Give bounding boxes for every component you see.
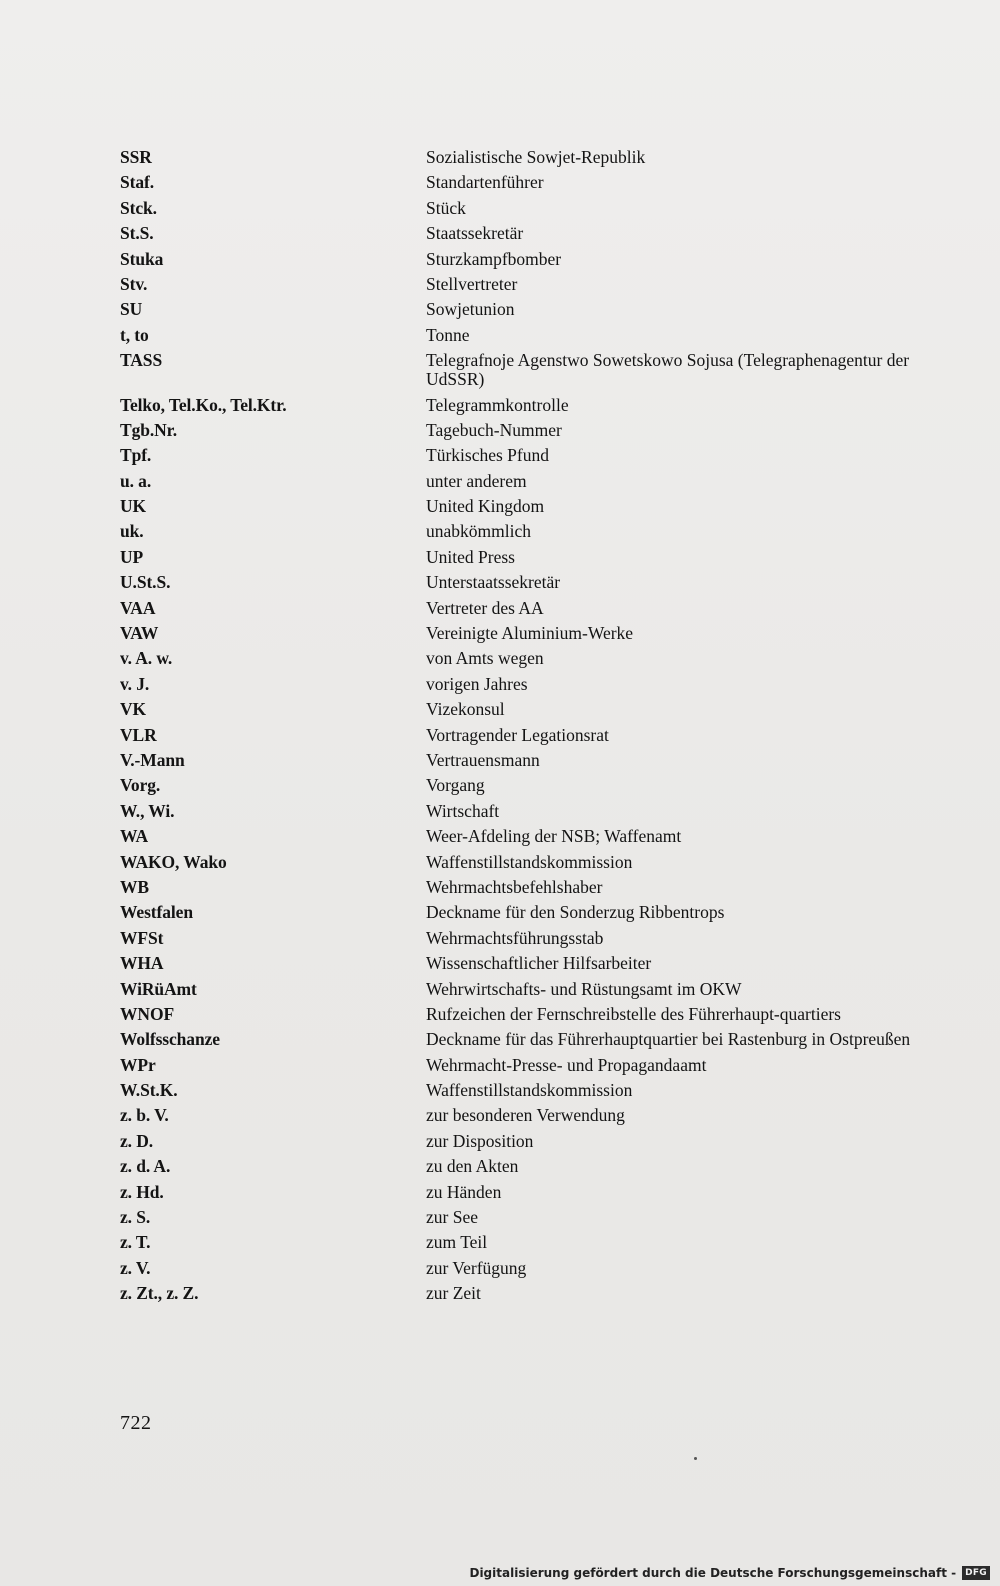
abbreviation: VAA bbox=[120, 597, 156, 618]
definition: Vertreter des AA bbox=[426, 597, 544, 618]
abbreviation: WNOF bbox=[120, 1003, 175, 1024]
abbreviation: V.-Mann bbox=[120, 749, 185, 770]
glossary-row bbox=[120, 675, 920, 700]
abbreviation: VLR bbox=[120, 724, 157, 745]
glossary-row bbox=[120, 351, 920, 395]
glossary-row bbox=[120, 573, 920, 598]
glossary-row bbox=[120, 1208, 920, 1233]
glossary-row bbox=[120, 1056, 920, 1081]
abbreviation: z. Zt., z. Z. bbox=[120, 1283, 199, 1304]
print-speck bbox=[694, 1457, 697, 1460]
abbreviation: WB bbox=[120, 876, 149, 897]
definition: Sowjetunion bbox=[426, 299, 515, 320]
glossary-row bbox=[120, 1081, 920, 1106]
definition: United Press bbox=[426, 546, 515, 567]
glossary-row bbox=[120, 199, 920, 224]
abbreviation: t, to bbox=[120, 324, 149, 345]
definition: Deckname für den Sonderzug Ribbentrops bbox=[426, 902, 725, 923]
abbreviation: WFSt bbox=[120, 927, 164, 948]
definition: unabkömmlich bbox=[426, 521, 531, 542]
abbreviation: W., Wi. bbox=[120, 800, 175, 821]
definition: zu Händen bbox=[426, 1181, 502, 1202]
glossary-row bbox=[120, 224, 920, 249]
glossary-row bbox=[120, 1030, 920, 1055]
definition: Wehrmacht-Presse- und Propagandaamt bbox=[426, 1054, 707, 1075]
definition: Wehrmachtsbefehlshaber bbox=[426, 876, 603, 897]
glossary-row bbox=[120, 1233, 920, 1258]
dfg-logo: DFG bbox=[962, 1566, 990, 1580]
definition: Wehrwirtschafts- und Rüstungsamt im OKW bbox=[426, 978, 742, 999]
glossary-row bbox=[120, 700, 920, 725]
glossary-row bbox=[120, 522, 920, 547]
glossary-row bbox=[120, 421, 920, 446]
glossary-row bbox=[120, 599, 920, 624]
definition: Tagebuch-Nummer bbox=[426, 419, 562, 440]
definition: Unterstaatssekretär bbox=[426, 572, 561, 593]
abbreviation: z. T. bbox=[120, 1232, 151, 1253]
definition: zu den Akten bbox=[426, 1156, 519, 1177]
abbreviation: z. V. bbox=[120, 1257, 151, 1278]
abbreviation: uk. bbox=[120, 521, 144, 542]
definition: zur besonderen Verwendung bbox=[426, 1105, 625, 1126]
glossary-row bbox=[120, 396, 920, 421]
glossary-row bbox=[120, 326, 920, 351]
definition: Vizekonsul bbox=[426, 699, 505, 720]
abbreviation: Wolfsschanze bbox=[120, 1029, 220, 1050]
glossary-row bbox=[120, 1259, 920, 1284]
definition: Waffenstillstandskommission bbox=[426, 851, 633, 872]
glossary-row bbox=[120, 173, 920, 198]
abbreviation: VK bbox=[120, 699, 147, 720]
glossary-row bbox=[120, 275, 920, 300]
abbreviation: z. b. V. bbox=[120, 1105, 169, 1126]
glossary-row bbox=[120, 497, 920, 522]
glossary-row bbox=[120, 1284, 920, 1309]
abbreviation: VAW bbox=[120, 623, 159, 644]
abbreviation: WAKO, Wako bbox=[120, 851, 227, 872]
glossary-row bbox=[120, 300, 920, 325]
glossary-row bbox=[120, 853, 920, 878]
glossary-row bbox=[120, 954, 920, 979]
definition: Wehrmachtsführungsstab bbox=[426, 927, 604, 948]
definition: Wissenschaftlicher Hilfsarbeiter bbox=[426, 953, 652, 974]
footer-text: Digitalisierung gefördert durch die Deutsche Forschungsgemeinschaft - bbox=[469, 1566, 957, 1580]
footer-credit bbox=[469, 1564, 990, 1582]
definition: zur Verfügung bbox=[426, 1257, 527, 1278]
glossary-row bbox=[120, 1106, 920, 1131]
glossary-row bbox=[120, 802, 920, 827]
abbreviation: Stck. bbox=[120, 197, 157, 218]
definition: von Amts wegen bbox=[426, 648, 544, 669]
definition: vorigen Jahres bbox=[426, 673, 528, 694]
abbreviation: W.St.K. bbox=[120, 1080, 178, 1101]
glossary-row bbox=[120, 649, 920, 674]
definition: Standartenführer bbox=[426, 172, 544, 193]
abbreviation-list bbox=[120, 148, 920, 1310]
definition: Sozialistische Sowjet-Republik bbox=[426, 147, 646, 167]
abbreviation: Vorg. bbox=[120, 775, 161, 796]
glossary-row bbox=[120, 751, 920, 776]
definition: zur Zeit bbox=[426, 1283, 481, 1304]
glossary-row bbox=[120, 1005, 920, 1030]
abbreviation: v. A. w. bbox=[120, 648, 173, 669]
definition: Wirtschaft bbox=[426, 800, 500, 821]
abbreviation: Tgb.Nr. bbox=[120, 419, 178, 440]
definition: Tonne bbox=[426, 324, 470, 345]
definition: Stück bbox=[426, 197, 466, 218]
page-number: 722 bbox=[120, 1412, 152, 1434]
abbreviation: U.St.S. bbox=[120, 572, 171, 593]
definition: Vereinigte Aluminium-Werke bbox=[426, 623, 634, 644]
glossary-row bbox=[120, 1183, 920, 1208]
abbreviation: WPr bbox=[120, 1054, 156, 1075]
glossary-row bbox=[120, 726, 920, 751]
definition: Telegrammkontrolle bbox=[426, 394, 569, 415]
definition: Vortragender Legationsrat bbox=[426, 724, 609, 745]
abbreviation: SU bbox=[120, 299, 143, 320]
abbreviation: WHA bbox=[120, 953, 164, 974]
glossary-row bbox=[120, 827, 920, 852]
abbreviation: St.S. bbox=[120, 223, 154, 244]
glossary-row bbox=[120, 446, 920, 471]
definition: unter anderem bbox=[426, 470, 527, 491]
glossary-row bbox=[120, 1157, 920, 1182]
abbreviation: z. S. bbox=[120, 1207, 151, 1228]
definition: Waffenstillstandskommission bbox=[426, 1080, 633, 1101]
glossary-row bbox=[120, 776, 920, 801]
abbreviation: v. J. bbox=[120, 673, 150, 694]
definition: zum Teil bbox=[426, 1232, 488, 1253]
glossary-row bbox=[120, 1132, 920, 1157]
definition: Vorgang bbox=[426, 775, 485, 796]
definition: Sturzkampfbomber bbox=[426, 248, 562, 269]
definition: Türkisches Pfund bbox=[426, 445, 549, 466]
glossary-row bbox=[120, 548, 920, 573]
abbreviation: z. d. A. bbox=[120, 1156, 171, 1177]
abbreviation: SSR bbox=[120, 147, 152, 167]
abbreviation: Tpf. bbox=[120, 445, 152, 466]
glossary-row bbox=[120, 472, 920, 497]
glossary-row bbox=[120, 250, 920, 275]
glossary-row bbox=[120, 878, 920, 903]
abbreviation: Stv. bbox=[120, 273, 148, 294]
glossary-row bbox=[120, 148, 920, 173]
definition: Deckname für das Führerhauptquartier bei Rastenburg in Ostpreußen bbox=[426, 1029, 911, 1050]
abbreviation: Staf. bbox=[120, 172, 155, 193]
definition: Weer-Afdeling der NSB; Waffenamt bbox=[426, 826, 682, 847]
glossary-row bbox=[120, 980, 920, 1005]
definition: Rufzeichen der Fernschreibstelle des Führerhaupt-quartiers bbox=[426, 1003, 841, 1024]
definition: Stellvertreter bbox=[426, 273, 518, 294]
glossary-row bbox=[120, 624, 920, 649]
definition: Telegrafnoje Agenstwo Sowetskowo Sojusa (Telegraphenagentur der UdSSR) bbox=[426, 350, 910, 390]
abbreviation: TASS bbox=[120, 350, 163, 371]
definition: zur See bbox=[426, 1207, 478, 1228]
abbreviation: u. a. bbox=[120, 470, 152, 491]
definition: Vertrauensmann bbox=[426, 749, 540, 770]
abbreviation: z. Hd. bbox=[120, 1181, 164, 1202]
definition: Staatssekretär bbox=[426, 223, 524, 244]
abbreviation: Westfalen bbox=[120, 902, 193, 923]
abbreviation: WiRüAmt bbox=[120, 978, 197, 999]
abbreviation: UP bbox=[120, 546, 144, 567]
abbreviation: Stuka bbox=[120, 248, 164, 269]
abbreviation: Telko, Tel.Ko., Tel.Ktr. bbox=[120, 394, 287, 415]
abbreviation: WA bbox=[120, 826, 148, 847]
definition: zur Disposition bbox=[426, 1130, 534, 1151]
abbreviation: z. D. bbox=[120, 1130, 154, 1151]
glossary-row bbox=[120, 903, 920, 928]
abbreviation: UK bbox=[120, 496, 147, 517]
glossary-row bbox=[120, 929, 920, 954]
definition: United Kingdom bbox=[426, 496, 545, 517]
